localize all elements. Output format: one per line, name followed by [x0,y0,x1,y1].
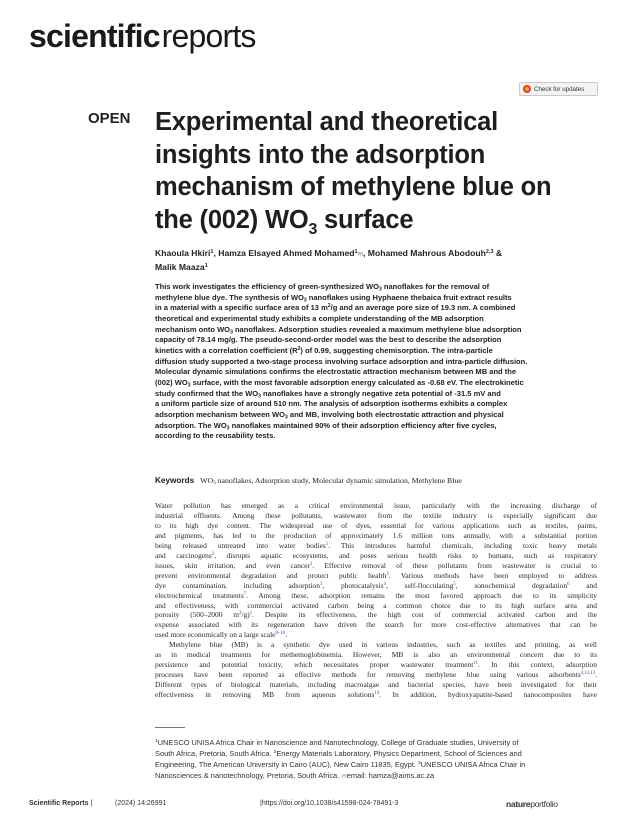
abstract-line: adsorption. The $WO_3$ nanoflakes maintained 90% of their adsorption efficiency after five cycles, [155,420,497,432]
abstract-line: in a material with a specific surface area of 13 $m^2/g$ and an average pore size of 19.3 nm. A combined [155,303,516,313]
affiliation-line: Engineering, The American University in Cairo (AUC), New Cairo 11835, Egypt. $^3$UNESCO UNISA Africa Chair in [155,759,526,769]
body-line: persistence and potential toxicity, which necessitates proper wastewater treatment$^{11}$. In this context, adsorption [155,660,597,670]
journal-name-bold: scientific [29,18,160,54]
footer-doi[interactable]: |https://doi.org/10.1038/s41598-024-78491-3 [260,800,399,807]
citation-link[interactable]: 14 [374,691,380,697]
body-line: used more economically on a large scale$^{8-10}$. [155,630,287,640]
citation-link[interactable]: 3 [319,581,323,587]
citation-link[interactable]: 7 [243,591,247,597]
body-line: industrial effluents. Among these pollutants, wastewater from the textile industry is especially significant due [155,510,597,520]
citation-link[interactable]: 5 [453,581,456,587]
check-for-updates-label: Check for updates [534,85,585,93]
abstract-line: theoretical and experimental study exhibits a complete understanding of the MB adsorption [155,313,484,323]
title-line: insights into the adsorption [155,140,486,169]
body-line: and effectiveness, with commercial activated carbon being a common choice due to its high surface area and [155,600,597,610]
citation-link[interactable]: 4 [383,581,386,587]
crossmark-icon [523,85,531,93]
author-separator: & [493,248,503,258]
abstract-line: (002) $WO_3$ surface, with the most favorable adsorption energy calculated as -0.68 eV. The electrokinetic [155,377,524,389]
journal-logo[interactable] [29,18,256,54]
abstract [155,282,597,442]
journal-name-rest: reports [161,18,256,54]
citation-link[interactable]: 2 [211,551,215,557]
author-link[interactable]: Malik Maaza$^1$ [155,262,208,272]
abstract-line: Molecular dynamic simulations confirms the electrostatic attraction mechanism between MB and the [155,367,517,377]
body-line: expense associated with its regeneration have driven the search for more cost-effective alternatives that can be [155,620,597,630]
open-access-badge: OPEN [88,110,131,127]
body-line: being released untreated into water bodies$^1$. This introduces harmful chemicals, including toxic heavy metals [155,540,597,550]
citation-link[interactable]: 6 [567,581,570,587]
abstract-line: capacity of 78.14 mg/g. The pseudo-second-order model was the best to describe the adsorption [155,335,502,345]
author-link[interactable]: , Hamza Elsayed Ahmed Mohamed$^1$ [213,248,358,258]
affiliation-line: South Africa, Pretoria, South Africa. $^2$Energy Materials Laboratory, Physics Department, School of Sciences and [155,748,522,758]
body-line: Methylene blue (MB) is a synthetic dye used in various industries, such as textiles and printing, as well [169,640,597,650]
body-line: Water pollution has emerged as a critical environmental issue, particularly with the increasing discharge of [155,501,597,510]
body-line: and carcinogens$^2$, disrupts aquatic ecosystems, and poses serious health risks to humans, such as respiratory [155,550,597,560]
article-title [155,106,585,236]
author-link[interactable]: , Mohamed Mahrous Abodouh$^{2,3}$ [363,248,494,258]
affiliation-line: Nanosciences & nanotechnology, Pretoria, South Africa. ✉email: hamza@aims.ac.za [155,770,435,780]
title-line: Experimental and theoretical [155,108,499,136]
body-line: Different types of biological materials, including macroalgae and bacterial species, have been investigated for their [155,680,597,690]
affiliations [155,738,597,783]
body-text [155,501,597,700]
citation-link[interactable]: 3,12,13 [580,671,596,677]
footer-journal: Scientific Reports | [29,800,93,807]
abstract-line: according to the reusability tests. [155,431,276,441]
keywords [155,476,597,486]
abstract-line: adsorption mechanism between $WO_3$ and MB, involving both electrostatic attraction and physical [155,409,504,421]
author-list [155,247,595,273]
abstract-line: This work investigates the efficiency of green-synthesized $WO_3$ nanoflakes for the removal of [155,282,490,293]
body-line: porosity (500–2000 $m^2/g)^1$. Despite its effectiveness, the high cost of commercial activated carbon and the [155,610,597,620]
citation-link[interactable]: 3 [386,571,389,577]
abstract-line: a uniform particle size of around 510 nm. The analysis of adsorption isotherms exhibits a complex [155,399,508,409]
body-line: dye contamination, including adsorption$^3$, photocatalysis$^4$, self-flocculating$^5$, sonochemical degradation$^6$ and [155,580,598,590]
keywords-text: $WO_3$ nanoflakes, Adsorption study, Molecular dynamic simulation, Methylene Blue [200,476,462,486]
title-line: the (002) $WO_3$ surface [155,205,414,238]
abstract-line: kinetics with a correlation coefficient $(R^2)$ of 0.99, suggesting chemisorption. The intra-particle [155,345,493,355]
citation-link[interactable]: 1 [325,541,329,547]
body-line: effectiveness in removing MB from aqueous solutions$^{14}$. In addition, hydroxyapatite-based nanocomposites have [155,690,597,700]
body-line: electrochemical treatments$^7$. Among these, adsorption remains the most favored approach due to its simplicity [155,590,597,600]
citation-link[interactable]: 1 [309,561,313,567]
corresponding-email[interactable]: email: hamza@aims.ac.za [346,770,435,780]
abstract-line: diffusion study supported a two-stage process involving surface adsorption and intra-particle diffusion. [155,356,528,366]
body-line: to its high dye content. The widespread use of dyes, essential for various applications such as textiles, paints, [155,520,597,530]
email-icon[interactable]: ✉ [357,251,364,258]
keywords-label: Keywords [155,476,195,485]
title-line: mechanism of methylene blue on [155,173,552,201]
author-link[interactable]: Khaoula Hkiri$^1$ [155,248,214,258]
body-line: and pigments, has led to the production of approximately 1.6 million tons annually, with a substantial portion [155,530,597,540]
publisher-logo: natureportfolio [506,799,558,809]
email-icon: ✉ [341,772,347,780]
page-footer [29,800,599,812]
citation-link[interactable]: 1 [249,611,253,617]
footer-issue: (2024) 14:26991 [115,800,167,807]
check-for-updates-button[interactable] [519,82,598,96]
affiliation-line: $^1$UNESCO UNISA Africa Chair in Nanoscience and Nanotechnology, College of Graduate studies, University of [155,738,519,747]
footnote-divider [155,727,185,728]
citation-link[interactable]: 8–10 [275,631,286,637]
abstract-line: mechanism onto $WO_3$ nanoflakes. Adsorption studies revealed a maximum methylene blue adsorption [155,324,522,336]
body-line: prevent environmental degradation and protect public health$^3$. Various methods have been employed to address [155,570,597,580]
body-line: issues, skin irritation, and even cancer$^1$. Effective removal of these pollutants from wastewater is crucial to [155,560,598,570]
body-line: as in medical treatments for methemoglobinemia. However, MB is also an environmental concern due to its [155,650,597,660]
citation-link[interactable]: 11 [473,661,478,667]
abstract-line: methylene blue dye. The synthesis of $WO_3$ nanoflakes using Hyphaene thebaica fruit extract results [155,292,512,304]
body-line: processes have been reported as effective methods for removing methylene blue using various adsorbents$^{3,12,13}$. [155,670,597,680]
abstract-line: study confirmed that the $WO_3$ nanoflakes have a strongly negative zeta potential of -31.5 mV and [155,388,501,400]
